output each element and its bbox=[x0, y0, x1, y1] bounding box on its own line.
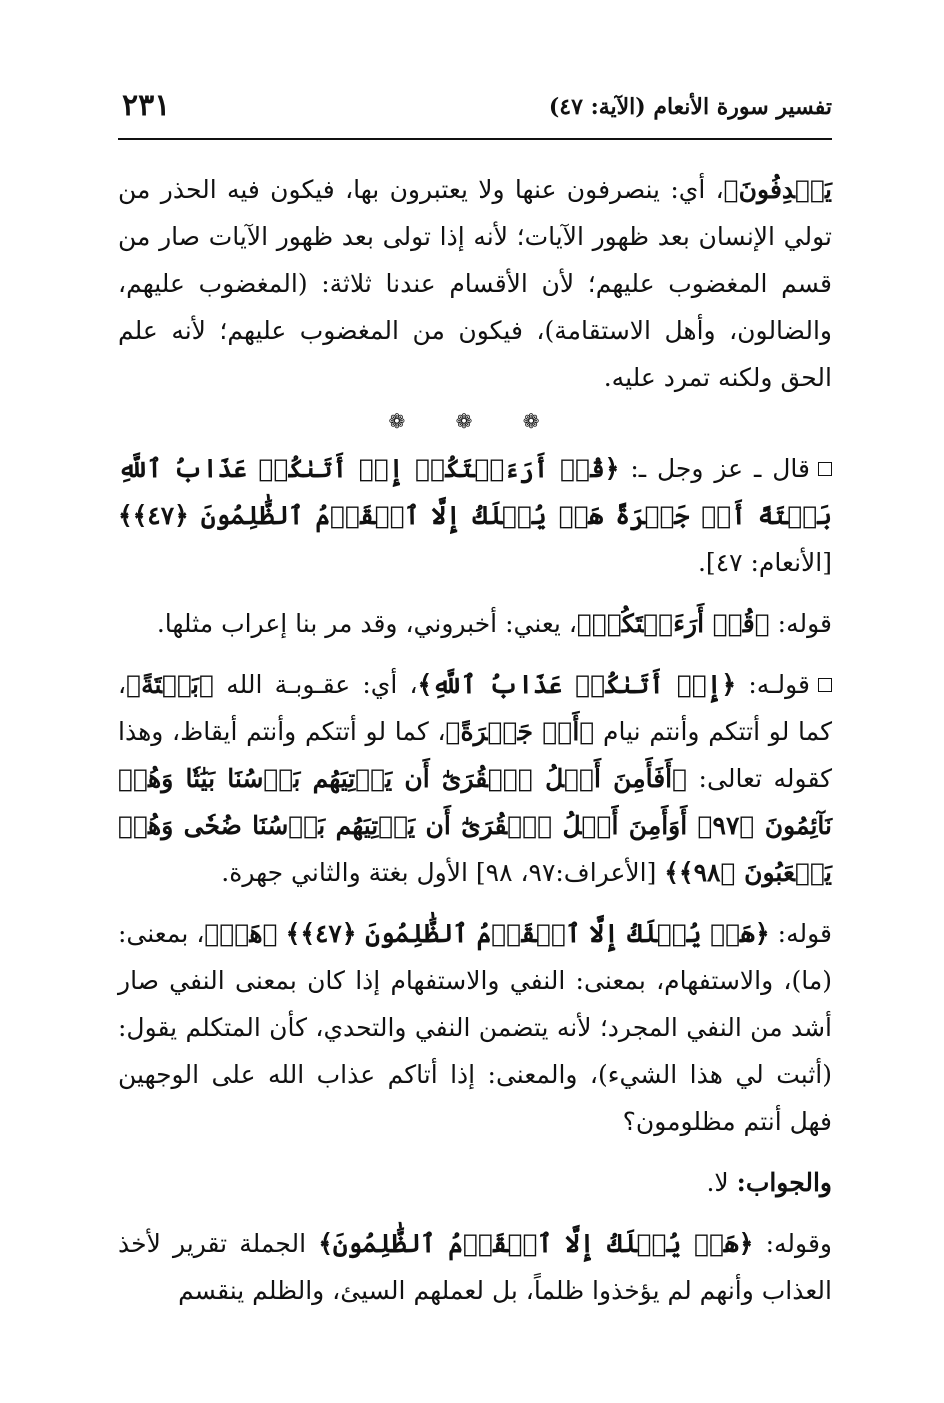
paragraph-text: لا. bbox=[706, 1168, 737, 1197]
paragraph-text: ، كما لو أتتكم وأنتم أيقاظ، وهذا كقوله تعالى: bbox=[118, 717, 832, 793]
paragraph-4 bbox=[118, 661, 832, 896]
header-divider bbox=[118, 138, 832, 140]
paragraph-1 bbox=[118, 166, 832, 401]
paragraph-2 bbox=[118, 445, 832, 586]
quran-verse: ﴿أَوۡ جَهۡرَةً﴾ bbox=[445, 717, 595, 746]
quran-verse: ﴿بَغۡتَةً﴾ bbox=[126, 670, 214, 699]
paragraph-lead: وقوله: bbox=[753, 1229, 832, 1258]
quran-verse: ﴿أَفَأَمِنَ أَهۡلُ ٱلۡقُرَىٰٓ أَن يَأۡتِيَهُم بَأۡسُنَا بَيَٰتٗا وَهُمۡ نَآئِمُونَ ﴿٩٧﴾ أَوَأَمِنَ أَهۡلُ ٱلۡقُرَىٰٓ أَن يَأۡتِيَهُم بَأۡسُنَا ضُحٗى وَهُمۡ يَلۡعَبُونَ ﴿٩٨﴾﴾ bbox=[118, 764, 832, 887]
quran-verse: ﴿هَلۡ يُهۡلَكُ إِلَّا ٱلۡقَوۡمُ ٱلظَّٰلِمُونَ﴾ bbox=[318, 1229, 754, 1258]
paragraph-text: [الأعراف:٩٧، ٩٨] الأول بغتة والثاني جهرة. bbox=[221, 858, 665, 887]
page-header bbox=[118, 88, 832, 134]
paragraph-7 bbox=[118, 1220, 832, 1314]
square-bullet-icon bbox=[818, 678, 832, 692]
verse-reference: [الأنعام: ٤٧]. bbox=[697, 548, 832, 577]
paragraph-lead: قال ـ عز وجل ـ: bbox=[619, 454, 810, 483]
quran-verse: ﴿هَلۡ﴾ bbox=[204, 919, 278, 948]
page-number: ٢٣١ bbox=[122, 88, 171, 123]
paragraph-text: ، بمعنى: (ما)، والاستفهام، بمعنى: النفي والاستفهام إذا كان بمعنى النفي صار أشد من النفي المجرد؛ لأنه يتضمن النفي والتحدي، كأن المتكلم يقول: (أثبت لي هذا الشيء)، والمعنى: إذا أتاكم عذاب الله على الوجهين فهل أنتم مظلومون؟ bbox=[118, 919, 832, 1136]
paragraph-5 bbox=[118, 910, 832, 1145]
answer-label: والجواب: bbox=[736, 1168, 832, 1197]
paragraph-lead: قولـه: bbox=[736, 670, 810, 699]
paragraph-text: ، يعني: أخبروني، وقد مر بنا إعراب مثلها. bbox=[156, 609, 577, 638]
section-separator bbox=[118, 401, 832, 441]
page-body bbox=[118, 166, 832, 1314]
square-bullet-icon bbox=[818, 462, 832, 476]
paragraph-lead: قوله: bbox=[769, 609, 832, 638]
paragraph-6 bbox=[118, 1159, 832, 1206]
quran-verse: ﴿قُلۡ أَرَءَيۡتَكُمۡ﴾ bbox=[576, 609, 770, 638]
running-title: تفسير سورة الأنعام (الآية: ٤٧) bbox=[548, 94, 832, 120]
separator-flower-icon: ❁ ❁ ❁ bbox=[388, 409, 562, 433]
paragraph-text bbox=[278, 919, 286, 948]
paragraph-lead: قوله: bbox=[769, 919, 832, 948]
quran-verse: ﴿إِنۡ أَتَىٰكُمۡ عَذَابُ ٱللَّهِ﴾ bbox=[417, 670, 737, 699]
quran-verse: ﴿هَلۡ يُهۡلَكُ إِلَّا ٱلۡقَوۡمُ ٱلظَّٰلِمُونَ ﴿٤٧﴾﴾ bbox=[285, 919, 770, 948]
quran-verse: ﴿قُلۡ أَرَءَيۡتَكُمۡ إِنۡ أَتَىٰكُمۡ عَذَابُ ٱللَّهِ بَغۡتَةً أَوۡ جَهۡرَةً هَلۡ يُهۡلَكُ إِلَّا ٱلۡقَوۡمُ ٱلظَّٰلِمُونَ ﴿٤٧﴾﴾ bbox=[118, 454, 832, 530]
paragraph-text: الجملة تقرير لأخذ العذاب وأنهم لم يؤخذوا ظلماً، بل لعملهم السيئ، والظلم ينقسم bbox=[118, 1229, 832, 1305]
quran-verse: يَصۡدِفُونَ﴾ bbox=[723, 175, 832, 204]
paragraph-text: ، كما لو أتتكم وأنتم نيام bbox=[118, 670, 833, 746]
paragraph-text: ، أي: عقـوبـة الله bbox=[214, 670, 418, 699]
paragraph-text: ، أي: ينصرفون عنها ولا يعتبرون بها، فيكون فيه الحذر من تولي الإنسان بعد ظهور الآيات؛ لأنه إذا تولى بعد ظهور الآيات صار من قسم المغضوب عليهم؛ لأن الأقسام عندنا ثلاثة: (المغضوب عليهم، والضالون، وأهل الاستقامة)، فيكون من المغضوب عليهم؛ لأنه علم الحق ولكنه تمرد عليه. bbox=[118, 175, 832, 392]
paragraph-3 bbox=[118, 600, 832, 647]
